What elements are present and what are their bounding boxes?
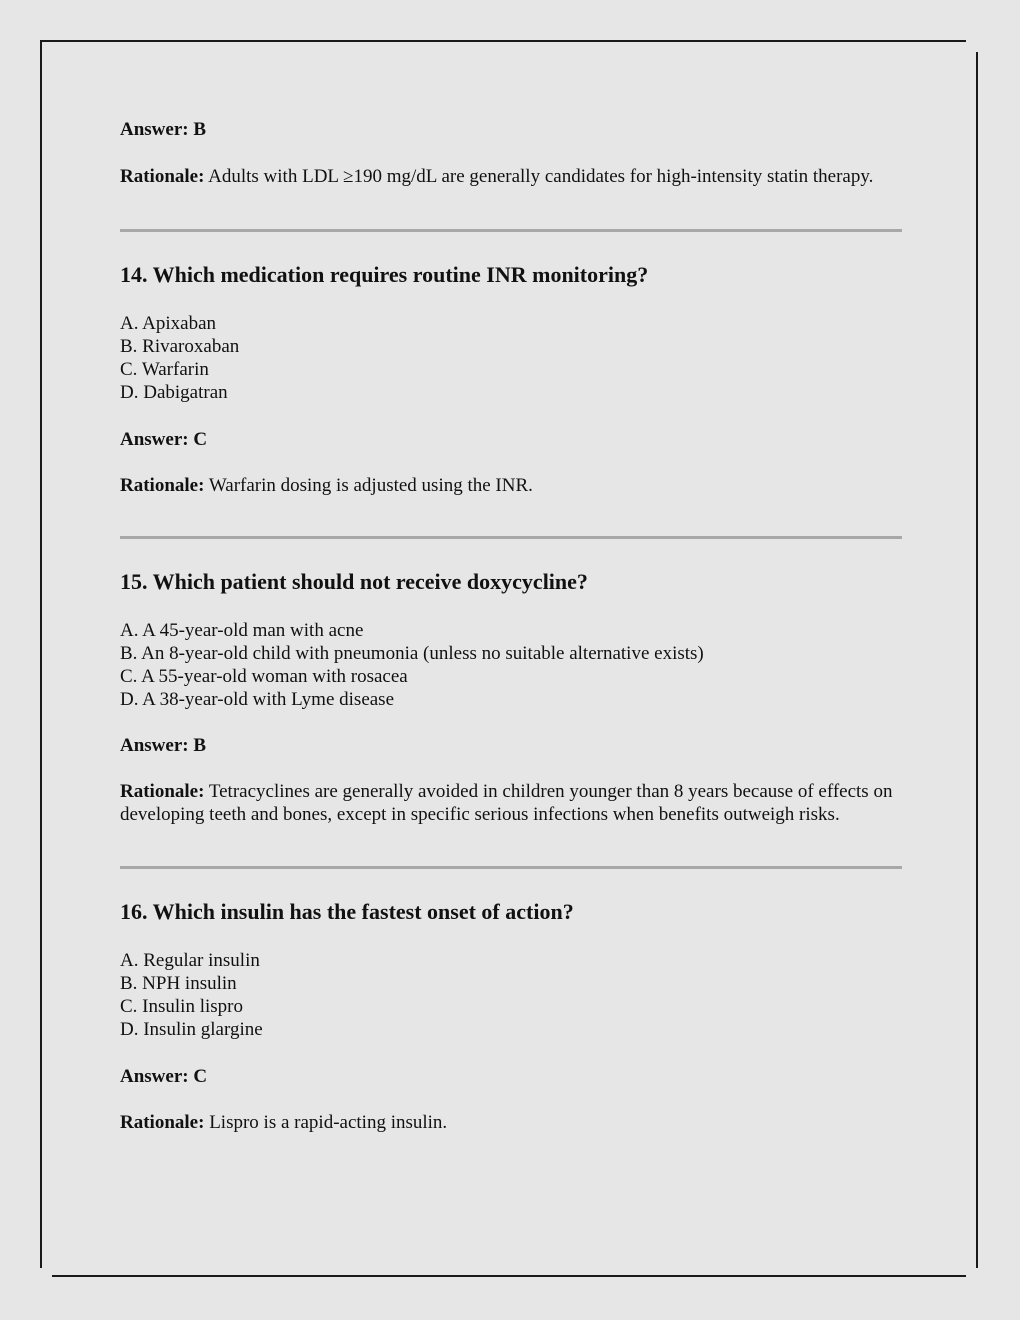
page-corner xyxy=(966,1268,980,1282)
option-list xyxy=(120,312,902,404)
rationale-text: Lispro is a rapid-acting insulin. xyxy=(204,1112,448,1133)
question-title: 14. Which medication requires routine INR monitoring? xyxy=(120,262,649,287)
answer: Answer: B xyxy=(120,735,207,756)
rationale-label: Rationale: xyxy=(120,166,205,187)
rationale xyxy=(120,780,902,826)
rationale xyxy=(120,1111,902,1134)
document-content xyxy=(120,118,902,1134)
rationale-label: Rationale: xyxy=(120,1112,205,1133)
rationale-text: Warfarin dosing is adjusted using the INR. xyxy=(204,475,533,496)
option-item: B. An 8-year-old child with pneumonia (unless no suitable alternative exists) xyxy=(120,643,704,664)
answer-prev: Answer: B xyxy=(120,119,207,140)
option-item: A. Apixaban xyxy=(120,313,217,334)
option-item: D. Dabigatran xyxy=(120,382,228,403)
rationale-label: Rationale: xyxy=(120,475,205,496)
rationale-label: Rationale: xyxy=(120,781,205,802)
page-corner xyxy=(966,38,980,52)
option-item: C. Warfarin xyxy=(120,359,209,380)
question-title: 16. Which insulin has the fastest onset of action? xyxy=(120,899,574,924)
answer: Answer: C xyxy=(120,429,208,450)
option-list xyxy=(120,949,902,1041)
question-title: 15. Which patient should not receive doxycycline? xyxy=(120,569,588,594)
answer: Answer: C xyxy=(120,1066,208,1087)
page-corner xyxy=(38,1268,52,1282)
option-item: B. NPH insulin xyxy=(120,973,237,994)
option-list xyxy=(120,619,902,711)
option-item: A. Regular insulin xyxy=(120,950,260,971)
option-item: B. Rivaroxaban xyxy=(120,336,240,357)
option-item: A. A 45-year-old man with acne xyxy=(120,620,364,641)
option-item: D. Insulin glargine xyxy=(120,1019,263,1040)
option-item: C. A 55-year-old woman with rosacea xyxy=(120,666,408,687)
option-item: D. A 38-year-old with Lyme disease xyxy=(120,689,395,710)
option-item: C. Insulin lispro xyxy=(120,996,243,1017)
rationale-prev xyxy=(120,165,902,188)
rationale xyxy=(120,474,902,497)
rationale-text: Adults with LDL ≥190 mg/dL are generally candidates for high-intensity statin therapy. xyxy=(204,166,874,187)
rationale-text: Tetracyclines are generally avoided in children younger than 8 years because of effects on developing teeth and bones, except in specific serious infections when benefits outweigh risks. xyxy=(120,781,893,825)
